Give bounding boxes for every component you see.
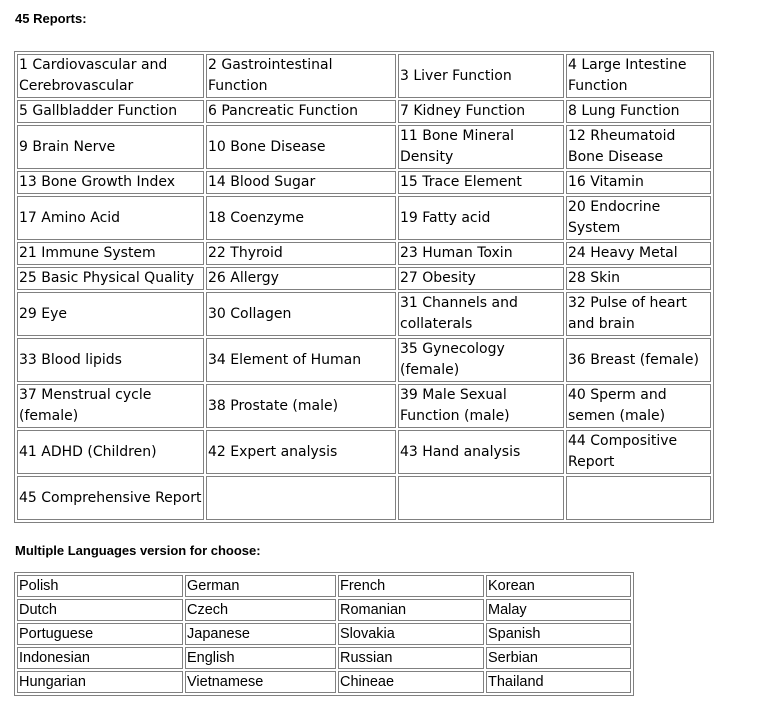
- table-row: [17, 575, 631, 597]
- table-cell: Korean: [486, 575, 631, 597]
- table-cell: 34 Element of Human: [206, 338, 396, 382]
- table-cell: 41 ADHD (Children): [17, 430, 204, 474]
- table-cell: 39 Male Sexual Function (male): [398, 384, 564, 428]
- table-cell: Vietnamese: [185, 671, 336, 693]
- table-cell: 33 Blood lipids: [17, 338, 204, 382]
- table-cell: Serbian: [486, 647, 631, 669]
- table-cell: 21 Immune System: [17, 242, 204, 265]
- table-cell: [206, 476, 396, 520]
- table-cell: English: [185, 647, 336, 669]
- table-row: [17, 171, 711, 194]
- table-row: [17, 647, 631, 669]
- table-cell: 44 Compositive Report: [566, 430, 711, 474]
- reports-table: [14, 51, 714, 523]
- table-cell: 37 Menstrual cycle (female): [17, 384, 204, 428]
- table-cell: 30 Collagen: [206, 292, 396, 336]
- table-cell: 32 Pulse of heart and brain: [566, 292, 711, 336]
- table-cell: Russian: [338, 647, 484, 669]
- table-cell: 23 Human Toxin: [398, 242, 564, 265]
- table-row: [17, 599, 631, 621]
- table-row: [17, 100, 711, 123]
- table-row: [17, 292, 711, 336]
- table-row: [17, 242, 711, 265]
- table-cell: 12 Rheumatoid Bone Disease: [566, 125, 711, 169]
- table-cell: 19 Fatty acid: [398, 196, 564, 240]
- table-row: [17, 476, 711, 520]
- table-cell: 40 Sperm and semen (male): [566, 384, 711, 428]
- languages-heading: Multiple Languages version for choose:: [15, 543, 261, 558]
- table-cell: 24 Heavy Metal: [566, 242, 711, 265]
- table-cell: Romanian: [338, 599, 484, 621]
- table-cell: 42 Expert analysis: [206, 430, 396, 474]
- table-cell: Malay: [486, 599, 631, 621]
- table-row: [17, 54, 711, 98]
- table-cell: 8 Lung Function: [566, 100, 711, 123]
- table-cell: 2 Gastrointestinal Function: [206, 54, 396, 98]
- table-cell: 17 Amino Acid: [17, 196, 204, 240]
- table-cell: 28 Skin: [566, 267, 711, 290]
- table-cell: Japanese: [185, 623, 336, 645]
- table-cell: 3 Liver Function: [398, 54, 564, 98]
- table-cell: 26 Allergy: [206, 267, 396, 290]
- table-row: [17, 384, 711, 428]
- table-cell: 13 Bone Growth Index: [17, 171, 204, 194]
- table-cell: French: [338, 575, 484, 597]
- table-cell: 15 Trace Element: [398, 171, 564, 194]
- table-row: [17, 338, 711, 382]
- table-row: [17, 430, 711, 474]
- table-cell: 10 Bone Disease: [206, 125, 396, 169]
- table-cell: 29 Eye: [17, 292, 204, 336]
- table-cell: Indonesian: [17, 647, 183, 669]
- table-cell: 9 Brain Nerve: [17, 125, 204, 169]
- table-cell: 11 Bone Mineral Density: [398, 125, 564, 169]
- table-cell: German: [185, 575, 336, 597]
- table-cell: 7 Kidney Function: [398, 100, 564, 123]
- table-cell: Dutch: [17, 599, 183, 621]
- table-cell: 5 Gallbladder Function: [17, 100, 204, 123]
- table-cell: [566, 476, 711, 520]
- table-cell: Polish: [17, 575, 183, 597]
- table-cell: 25 Basic Physical Quality: [17, 267, 204, 290]
- table-row: [17, 267, 711, 290]
- table-cell: 38 Prostate (male): [206, 384, 396, 428]
- table-row: [17, 671, 631, 693]
- table-row: [17, 623, 631, 645]
- table-cell: 18 Coenzyme: [206, 196, 396, 240]
- table-cell: Spanish: [486, 623, 631, 645]
- table-row: [17, 196, 711, 240]
- table-cell: 20 Endocrine System: [566, 196, 711, 240]
- table-cell: 36 Breast (female): [566, 338, 711, 382]
- table-cell: Portuguese: [17, 623, 183, 645]
- table-cell: 4 Large Intestine Function: [566, 54, 711, 98]
- table-cell: 22 Thyroid: [206, 242, 396, 265]
- table-cell: Slovakia: [338, 623, 484, 645]
- table-cell: Czech: [185, 599, 336, 621]
- languages-table: [14, 572, 634, 696]
- table-row: [17, 125, 711, 169]
- reports-heading: 45 Reports:: [15, 11, 87, 26]
- table-cell: Thailand: [486, 671, 631, 693]
- table-cell: 27 Obesity: [398, 267, 564, 290]
- table-cell: Hungarian: [17, 671, 183, 693]
- table-cell: [398, 476, 564, 520]
- table-cell: 45 Comprehensive Report: [17, 476, 204, 520]
- table-cell: 14 Blood Sugar: [206, 171, 396, 194]
- table-cell: 43 Hand analysis: [398, 430, 564, 474]
- table-cell: 1 Cardiovascular and Cerebrovascular: [17, 54, 204, 98]
- table-cell: Chineae: [338, 671, 484, 693]
- table-cell: 31 Channels and collaterals: [398, 292, 564, 336]
- table-cell: 16 Vitamin: [566, 171, 711, 194]
- table-cell: 6 Pancreatic Function: [206, 100, 396, 123]
- table-cell: 35 Gynecology (female): [398, 338, 564, 382]
